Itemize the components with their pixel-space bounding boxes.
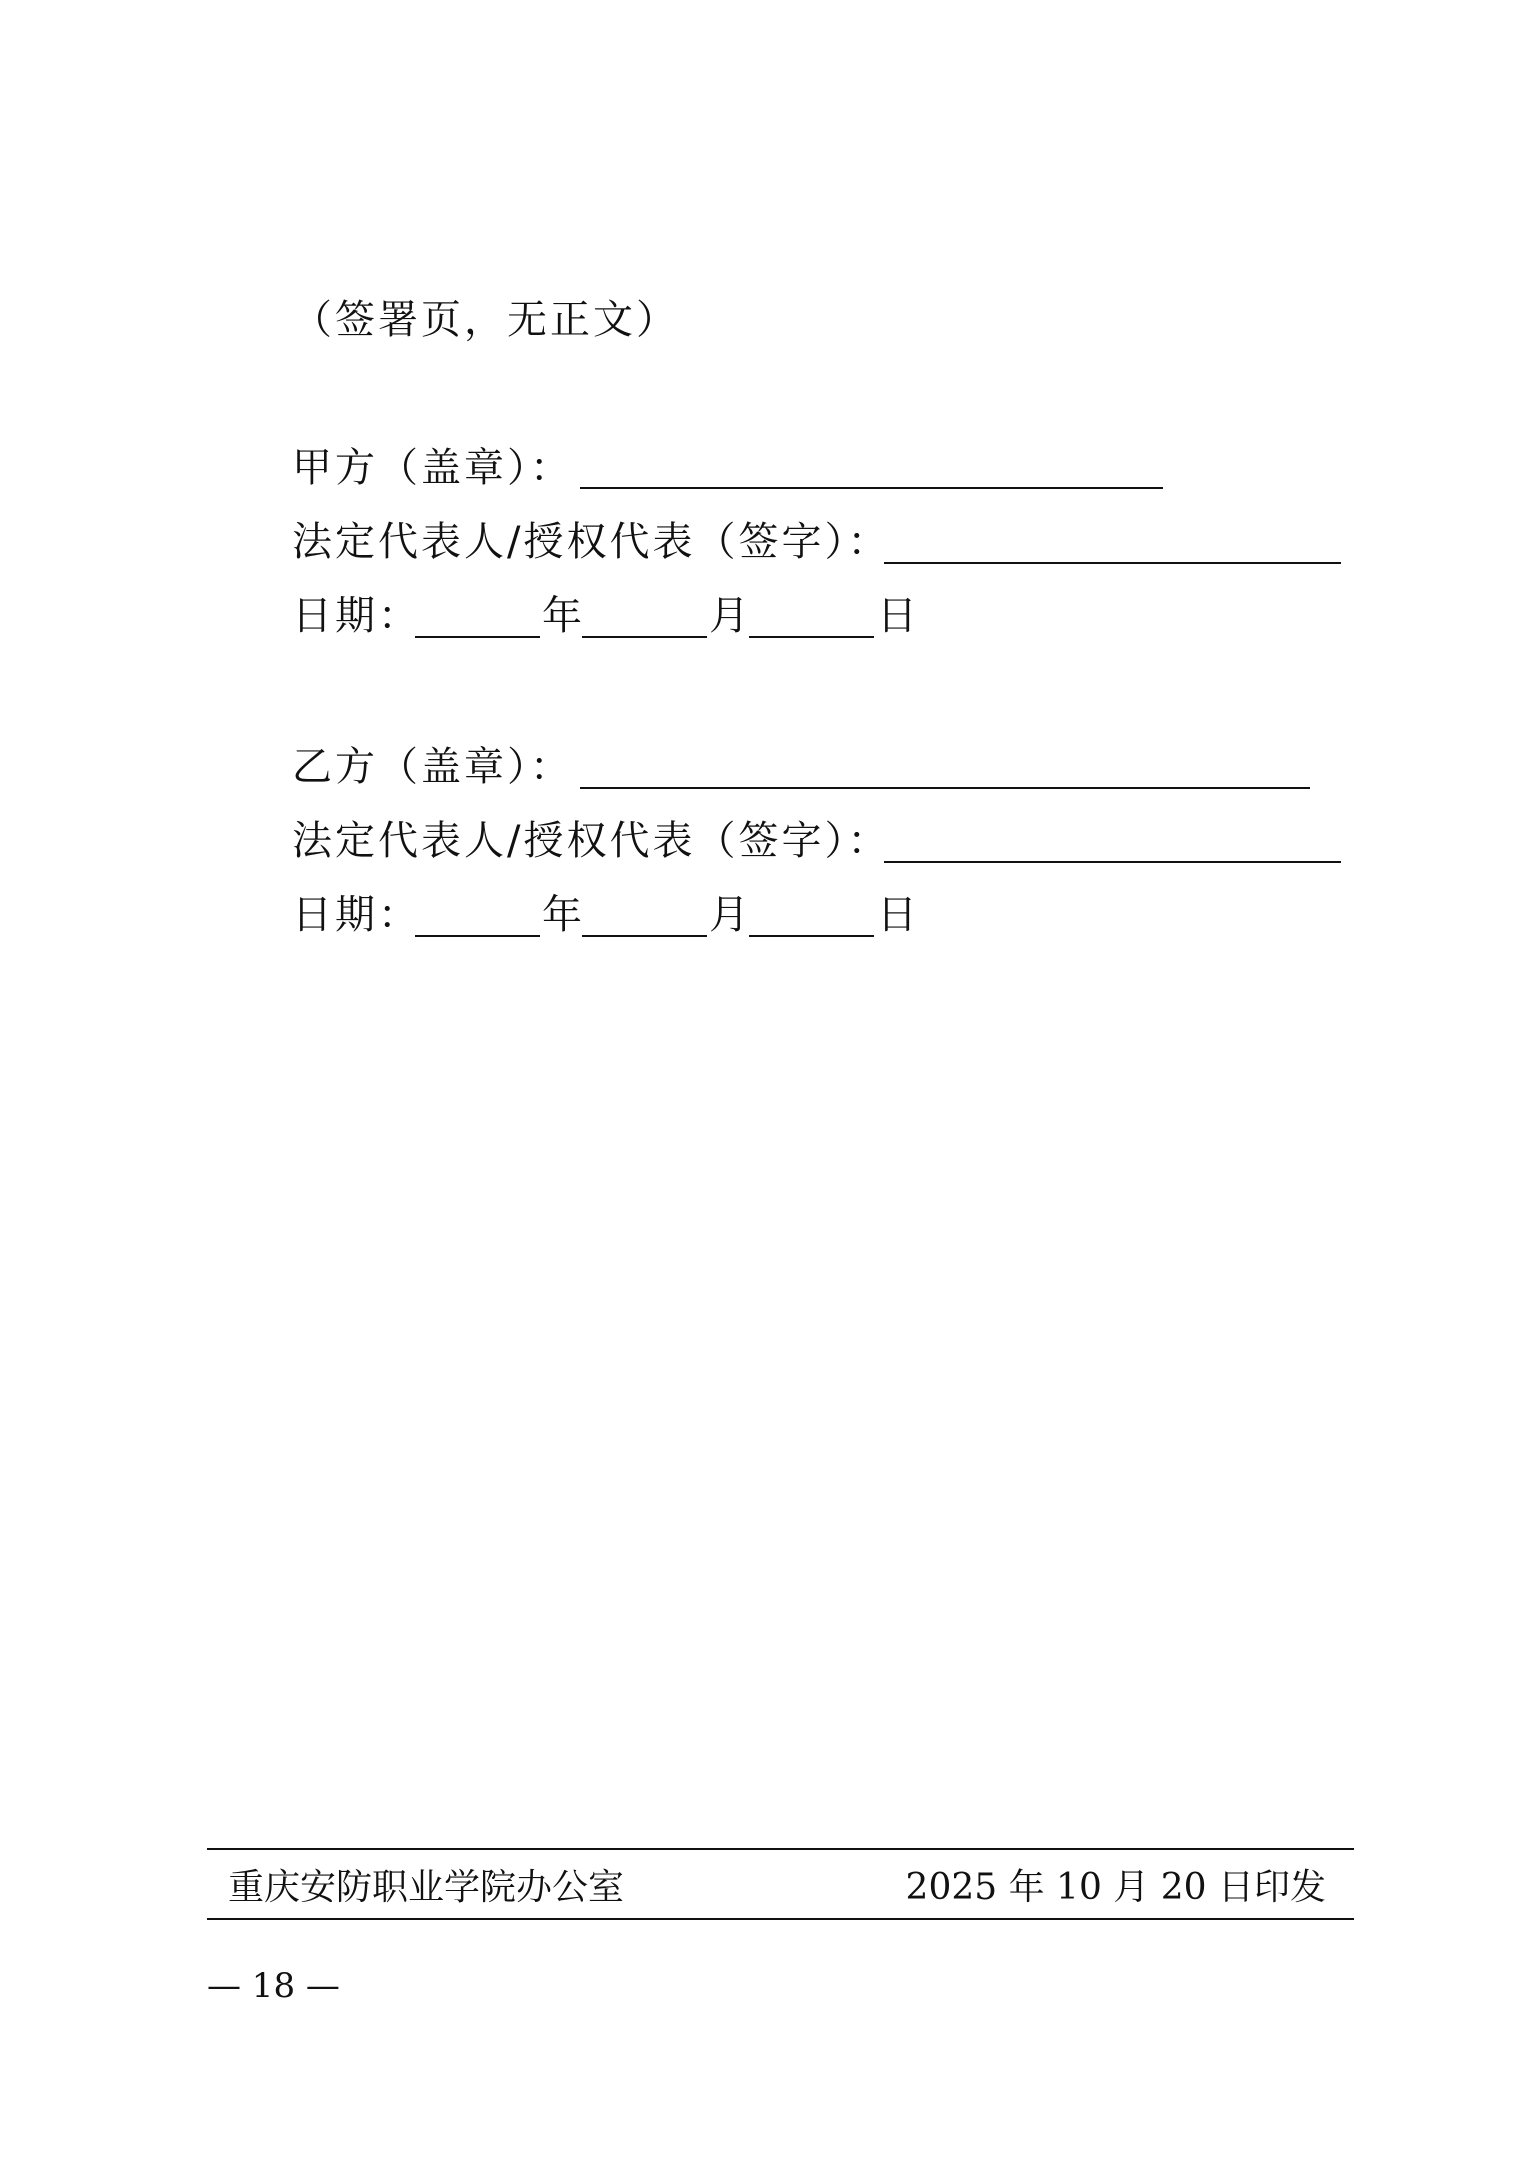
party-a-year-blank (415, 636, 540, 638)
party-a-seal-blank (580, 487, 1163, 489)
party-b-rep-blank (884, 861, 1341, 863)
party-b-rep-label: 法定代表人/授权代表（签字）： (292, 818, 891, 864)
party-b-month-blank (582, 935, 707, 937)
party-a-date-label: 日期： (292, 593, 421, 639)
party-b-seal-label: 乙方（盖章）： (292, 744, 573, 790)
footer-top-rule (207, 1848, 1354, 1850)
party-b-day-blank (749, 935, 874, 937)
party-a-seal-label: 甲方（盖章）： (292, 445, 573, 491)
party-a-year-label: 年 (542, 593, 585, 639)
footer-issuer: 重庆安防职业学院办公室 (228, 1867, 625, 1908)
footer-issue-date: 2025 年 10 月 20 日印发 (905, 1867, 1326, 1908)
party-b-day-label: 日 (877, 892, 920, 938)
page-number: — 18 — (207, 1966, 340, 2006)
party-a-month-label: 月 (709, 593, 752, 639)
party-b-date-label: 日期： (292, 892, 421, 938)
party-b-year-blank (415, 935, 540, 937)
party-a-month-blank (582, 636, 707, 638)
party-b-month-label: 月 (709, 892, 752, 938)
footer-bottom-rule (207, 1918, 1354, 1920)
party-a-day-blank (749, 636, 874, 638)
party-a-rep-blank (884, 562, 1341, 564)
party-a-rep-label: 法定代表人/授权代表（签字）： (292, 519, 891, 565)
party-a-day-label: 日 (877, 593, 920, 639)
party-b-seal-blank (580, 787, 1310, 789)
party-b-year-label: 年 (542, 892, 585, 938)
signature-page-note: （签署页，无正文） (292, 297, 679, 343)
